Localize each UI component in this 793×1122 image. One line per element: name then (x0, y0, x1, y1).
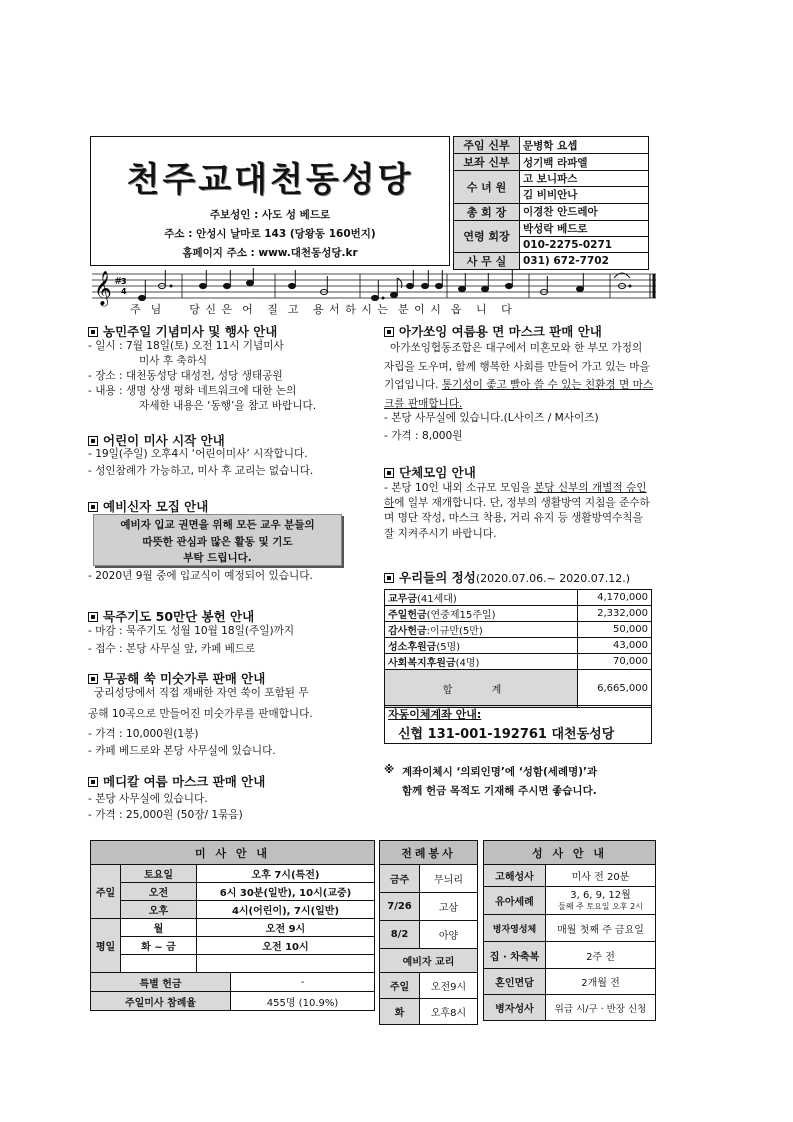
checkbox-square-icon (88, 777, 98, 787)
section-heading-cool-mask: 아가쏘잉 여름용 면 마스크 판매 안내 (384, 322, 602, 340)
liturgy-header: 전례봉사 (380, 841, 478, 865)
treble-clef-icon: 𝄞 (94, 271, 112, 306)
offering-table (384, 589, 652, 708)
sacrament-desc: 2주 전 (546, 942, 656, 969)
staff-value: 김 비비안나 (520, 187, 649, 203)
cool-mask-body: 아가쏘잉협동조합은 대구에서 미혼모와 한 부모 가정의 자립을 도우며, 함께 행복한 사회를 만들어 가고 있는 마을기업입니다. 통기성이 좋고 빨아 쓸 수 있는 친환경 면 마스크를 판매합니다. (384, 342, 654, 410)
time-sig-bottom: 4 (121, 287, 127, 296)
section-heading-offering: 우리들의 정성(2020.07.06.~ 2020.07.12.) (384, 568, 630, 586)
offering-name: 성소후원금(5명) (385, 638, 578, 654)
mass-time: 4시(어린이), 7시(일반) (197, 901, 375, 919)
staff-value: 문병학 요셉 (520, 137, 649, 154)
cool-mask-line: - 본당 사무실에 있습니다.(L사이즈 / M사이즈) (384, 412, 599, 424)
weekday-label: 평일 (91, 919, 121, 973)
parish-title: 천주교대천동성당 (126, 160, 414, 200)
callout-line: 따뜻한 관심과 많은 활동 및 기도 (142, 535, 293, 548)
sacrament-name: 병자영성체 (484, 915, 546, 942)
mass-day: 토요일 (121, 865, 197, 883)
liturgy-group: 고삼 (420, 893, 478, 921)
staff-label: 보좌 신부 (454, 154, 520, 171)
catechumen-callout (93, 514, 342, 566)
checkbox-square-icon (88, 502, 98, 512)
liturgy-group: 아양 (420, 921, 478, 949)
hymn-lyrics: 주 님 당 신 은 어 질 고 용 서 하 시 는 분 이 시 옵 니 다 (130, 303, 513, 316)
mugwort-line: 공해 10곡으로 만들어진 미숫가루를 판매합니다. (88, 708, 313, 720)
account-label: 자동이체계좌 안내: (388, 708, 482, 721)
special-offering-value: - (231, 973, 375, 992)
mass-day: 월 (121, 919, 197, 937)
staff-label: 수 녀 원 (454, 171, 520, 204)
offering-total-amount: 6,665,000 (578, 670, 652, 708)
section-heading-catechumen: 예비신자 모집 안내 (88, 497, 208, 515)
liturgy-group: 무늬리 (420, 865, 478, 893)
rosary-line: - 접수 : 본당 사무실 앞, 카페 베드로 (88, 643, 256, 655)
offering-name: 주일헌금(연중제15주일) (385, 606, 578, 622)
section-heading-mugwort: 무공해 쑥 미숫가루 판매 안내 (88, 669, 265, 687)
sacrament-desc: 2개월 전 (546, 969, 656, 995)
attendance-label: 주일미사 참례율 (91, 992, 231, 1011)
staff-value: 박성락 베드로 (520, 220, 649, 236)
staff-label: 총 회 장 (454, 203, 520, 220)
catechism-time: 오전9시 (420, 973, 478, 999)
offering-amount: 43,000 (578, 638, 652, 654)
sacrament-header: 성 사 안 내 (484, 841, 656, 865)
staff-value: 성기백 라파엘 (520, 154, 649, 171)
staff-value: 고 보니파스 (520, 171, 649, 187)
sacrament-desc: 3, 6, 9, 12월 (570, 889, 631, 901)
mass-schedule-table (90, 840, 375, 1011)
offering-name: 교무금(41세대) (385, 590, 578, 606)
mugwort-line: - 카페 베드로와 본당 사무실에 있습니다. (88, 745, 276, 757)
transfer-note-line: 계좌이체시 ‘의뢰인명’에 ‘성함(세례명)’과 (402, 766, 598, 778)
sacrament-name: 유아세례 (484, 887, 546, 915)
offering-name: 감사헌금:이규만(5만) (385, 622, 578, 638)
medical-mask-line: - 본당 사무실에 있습니다. (88, 793, 208, 805)
section-heading-children: 어린이 미사 시작 안내 (88, 431, 225, 449)
attendance-value: 455명 (10.9%) (231, 992, 375, 1011)
catechism-header: 예비자 교리 (380, 949, 478, 973)
staff-value: 이경찬 안드레아 (520, 203, 649, 220)
sacrament-name: 혼인면담 (484, 969, 546, 995)
liturgy-table (379, 840, 478, 1025)
account-number: 신협 131-001-192761 대천동성당 (398, 727, 615, 742)
catechism-day: 주일 (380, 973, 420, 999)
mass-time: 오전 10시 (197, 937, 375, 955)
checkbox-square-icon (88, 612, 98, 622)
mass-time: 오후 7시(특전) (197, 865, 375, 883)
staff-label: 사 무 실 (454, 253, 520, 270)
music-notes (139, 268, 632, 301)
checkbox-square-icon (88, 436, 98, 446)
mass-time: 6시 30분(일반), 10시(교중) (197, 883, 375, 901)
staff-label: 연령 회장 (454, 220, 520, 253)
catechumen-line: - 2020년 9월 중에 입교식이 예정되어 있습니다. (88, 570, 313, 582)
staff-label: 주임 신부 (454, 137, 520, 154)
catechism-day: 화 (380, 999, 420, 1025)
offering-amount: 50,000 (578, 622, 652, 638)
callout-line: 부탁 드립니다. (183, 552, 252, 564)
homepage: 홈페이지 주소 : www.대천동성당.kr (182, 247, 358, 259)
special-offering-label: 특별 헌금 (91, 973, 231, 992)
mass-day: 화 ~ 금 (121, 937, 197, 955)
sunday-label: 주일 (91, 865, 121, 919)
sacrament-name: 집 · 차축복 (484, 942, 546, 969)
staff-info-table (453, 136, 649, 270)
sacrament-desc: 위급 시/구 · 반장 신청 (546, 995, 656, 1021)
transfer-note-line: 함께 헌금 목적도 기재해 주시면 좋습니다. (402, 785, 597, 797)
section-heading-groups: 단체모임 안내 (384, 463, 476, 481)
farmers-line: 자세한 내용은 ‘동행’을 참고 바랍니다. (139, 400, 317, 412)
checkbox-square-icon (384, 468, 394, 478)
sacrament-desc-sub: 둘째 주 토요일 오후 2시 (558, 901, 643, 911)
sacrament-name: 병자성사 (484, 995, 546, 1021)
children-line: - 19일(주일) 오후4시 ‘어린이미사’ 시작합니다. (88, 448, 308, 460)
transfer-note-mark: ※ (384, 764, 395, 776)
checkbox-square-icon (384, 573, 394, 583)
patron-saint: 주보성인 : 사도 성 베드로 (209, 209, 331, 221)
liturgy-date: 8/2 (380, 921, 420, 949)
time-sig-top: 3 (121, 277, 127, 286)
offering-amount: 2,332,000 (578, 606, 652, 622)
mugwort-line: 궁리성당에서 직접 재배한 자연 쑥이 포함된 무 (94, 687, 309, 699)
sacrament-table (483, 840, 656, 1021)
mass-day: 오후 (121, 901, 197, 919)
mass-time: 오전 9시 (197, 919, 375, 937)
sacrament-name: 고해성사 (484, 865, 546, 887)
mass-day: 오전 (121, 883, 197, 901)
mass-table-header: 미 사 안 내 (91, 841, 375, 865)
checkbox-square-icon (88, 674, 98, 684)
sharp-icon: # (114, 276, 123, 287)
groups-body: - 본당 10인 내외 소규모 모임을 본당 신부의 개별적 승인 하에 일부 재개합니다. 단, 정부의 생활방역 지침을 준수하며 명단 작성, 마스크 착용, 거리 유지 등 생활방역수칙을 잘 지켜주시기 바랍니다. (384, 482, 650, 540)
section-heading-rosary: 묵주기도 50만단 봉헌 안내 (88, 607, 254, 625)
farmers-line: - 장소 : 대천동성당 대성전, 성당 생태공원 (88, 370, 283, 382)
offering-name: 사회복지후원금(4명) (385, 654, 578, 670)
section-heading-farmers: 농민주일 기념미사 및 행사 안내 (88, 322, 277, 340)
staff-value: 031) 672-7702 (520, 253, 649, 270)
checkbox-square-icon (384, 327, 394, 337)
checkbox-square-icon (88, 327, 98, 337)
address: 주소 : 안성시 날마로 143 (당왕동 160번지) (164, 228, 376, 240)
liturgy-date: 7/26 (380, 893, 420, 921)
catechism-time: 오후8시 (420, 999, 478, 1025)
offering-amount: 4,170,000 (578, 590, 652, 606)
offering-total-label: 합 계 (385, 670, 578, 708)
cool-mask-line: - 가격 : 8,000원 (384, 430, 463, 442)
sacrament-desc: 미사 전 20분 (546, 865, 656, 887)
farmers-line: 미사 후 축하식 (139, 355, 208, 367)
medical-mask-line: - 가격 : 25,000원 (50장/ 1묶음) (88, 809, 243, 821)
children-line: - 성인참례가 가능하고, 미사 후 교리는 없습니다. (88, 465, 314, 477)
callout-line: 예비자 입교 권면을 위해 모든 교우 분들의 (120, 519, 315, 531)
farmers-line: - 내용 : 생명 상생 평화 네트워크에 대한 논의 (88, 385, 297, 397)
sacrament-desc: 매월 첫째 주 금요일 (546, 915, 656, 942)
liturgy-date: 금주 (380, 865, 420, 893)
mugwort-line: - 가격 : 10,000원(1봉) (88, 728, 199, 740)
rosary-line: - 마감 : 묵주기도 성월 10월 18일(주일)까지 (88, 625, 295, 637)
offering-amount: 70,000 (578, 654, 652, 670)
farmers-line: - 일시 : 7월 18일(토) 오전 11시 기념미사 (88, 340, 284, 352)
section-heading-medical-mask: 메디칼 여름 마스크 판매 안내 (88, 772, 265, 790)
staff-value: 010-2275-0271 (520, 236, 649, 252)
